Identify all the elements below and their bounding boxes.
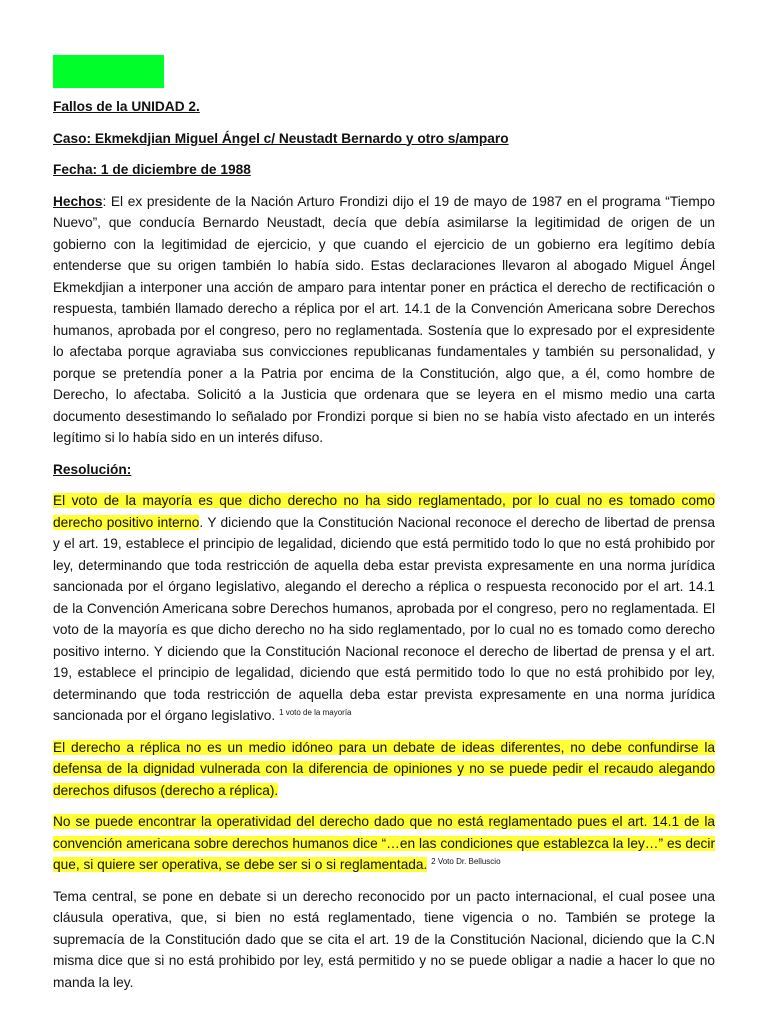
resolucion-paragraph-1 <box>53 490 715 727</box>
document-content <box>53 96 715 993</box>
highlighted-text: No se puede encontrar la operatividad del derecho dado que no está reglamentado pues el art. 14.1 de la convención americana sobre derechos humanos dice “…en las condiciones que establezca la ley…” es decir que, si quiere ser operativa, se debe ser si o si reglamentada. <box>53 814 715 872</box>
highlighted-text: El voto de la mayoría es que dicho derecho no ha sido reglamentado, por lo cual no es tomado como derecho positivo interno <box>53 493 715 530</box>
hechos-text: : El ex presidente de la Nación Arturo Frondizi dijo el 19 de mayo de 1987 en el programa “Tiempo Nuevo”, que conducía Bernardo Neustadt, decía que debía asimilarse la legitimidad de origen de un gobierno con la legitimidad de ejercicio, y que cuando el ejercicio de un gobierno era legítimo debía entenderse que su origen también lo había sido. Estas declaraciones llevaron al abogado Miguel Ángel Ekmekdjian a interponer una acción de amparo para intentar poner en práctica el derecho de rectificación o respuesta, también llamado derecho a réplica por el art. 14.1 de la Convención Americana sobre Derechos humanos, aprobada por el congreso, pero no reglamentada. Sostenía que lo expresado por el expresidente lo afectaba porque agraviaba sus convicciones republicanas fundamentales y también su personalidad, y porque se pretendía poner a la Patria por encima de la Constitución, algo que, a él, como hombre de Derecho, lo afectaba. Solicitó a la Justicia que ordenara que se leyera en el mismo medio una carta documento desestimando lo señalado por Frondizi porque si bien no se había visto afectado en un interés legítimo si lo había sido en un interés difuso. <box>53 193 715 445</box>
paragraph-text: . Y diciendo que la Constitución Nacional reconoce el derecho de libertad de prensa y el art. 19, establece el principio de legalidad, diciendo que está permitido todo lo que no está prohibido por ley, determinando que toda restricción de aquella deba estar prevista expresamente en una norma jurídica sancionada por el órgano legislativo, alegando el derecho a réplica o respuesta reconocido por el art. 14.1 de la Convención Americana sobre Derechos humanos, aprobada por el congreso, pero no reglamentada. El voto de la mayoría es que dicho derecho no ha sido reglamentado, por lo cual no es tomado como derecho positivo interno. Y diciendo que la Constitución Nacional reconoce el derecho de libertad de prensa y el art. 19, establece el principio de legalidad, diciendo que está permitido todo lo que no está prohibido por ley, determinando que toda restricción de aquella deba estar prevista expresamente en una norma jurídica sancionada por el órgano legislativo. <box>53 514 715 723</box>
tema-central-paragraph: Tema central, se pone en debate si un derecho reconocido por un pacto internacional, el cual posee una cláusula operativa, que, si bien no está reglamentado, tiene vigencia o no. También se protege la supremacía de la Constitución dado que se cita el art. 19 de la Constitución Nacional, diciendo que la C.N misma dice que si no está prohibido por ley, está permitido y no se puede obligar a nadie a hacer lo que no manda la ley. <box>53 888 715 990</box>
hechos-label: Hechos <box>53 193 103 209</box>
resolucion-label: Resolución: <box>53 461 132 477</box>
footnote-mayoria: 1 voto de la mayoría <box>279 708 352 717</box>
resolucion-paragraph-2 <box>53 737 715 802</box>
unit-title: Fallos de la UNIDAD 2. <box>53 99 200 114</box>
hechos-paragraph <box>53 191 715 449</box>
case-date: Fecha: 1 de diciembre de 1988 <box>53 162 251 177</box>
resolucion-paragraph-3 <box>53 811 715 876</box>
highlighted-text: El derecho a réplica no es un medio idóneo para un debate de ideas diferentes, no debe confundirse la defensa de la dignidad vulnerada con la diferencia de opiniones y no se puede pedir el recaudo alegando derechos difusos (derecho a réplica). <box>53 739 715 798</box>
green-highlight-block <box>53 55 164 88</box>
footnote-belluscio: 2 Voto Dr. Belluscio <box>431 857 501 866</box>
case-title: Caso: Ekmekdjian Miguel Ángel c/ Neustadt Bernardo y otro s/amparo <box>53 130 509 146</box>
